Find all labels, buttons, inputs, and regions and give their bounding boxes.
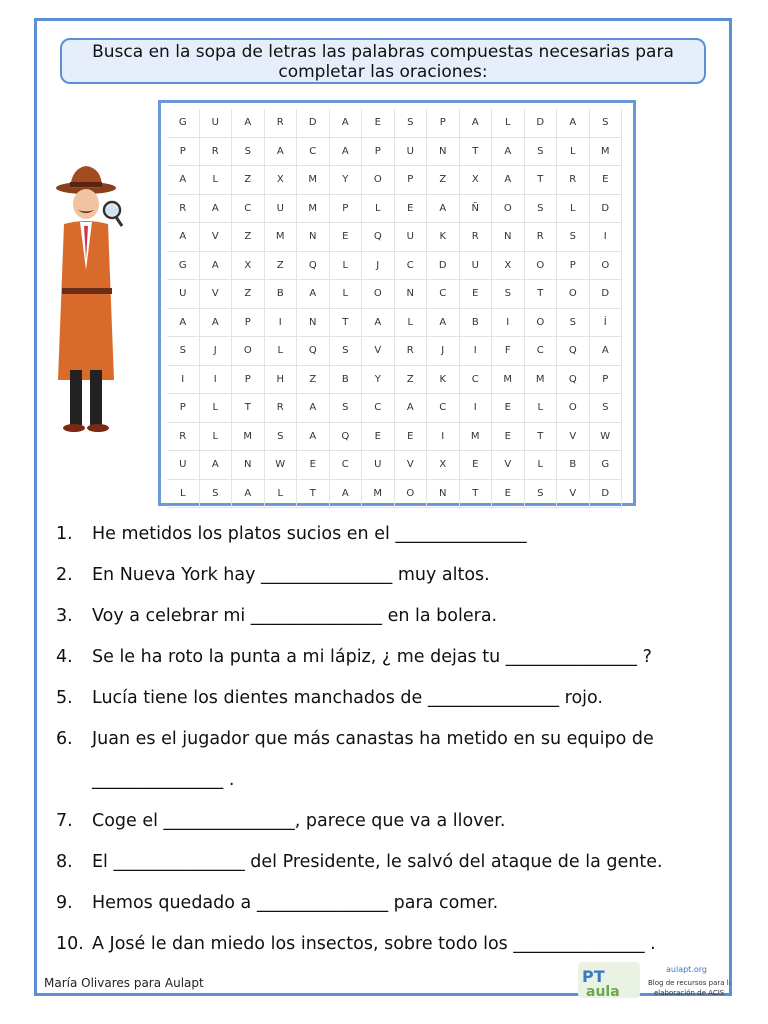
grid-cell: P [590,366,623,395]
sentence-text: Lucía tiene los dientes manchados de _______________ rojo. [92,688,603,708]
grid-cell: U [265,195,298,224]
grid-cell: P [232,366,265,395]
grid-cell: O [362,166,395,195]
grid-cell: C [297,138,330,167]
grid-cell: L [330,280,363,309]
grid-cell: A [330,480,363,509]
footer-credit: María Olivares para Aulapt [44,976,204,990]
grid-cell: A [362,309,395,338]
grid-cell: C [427,394,460,423]
grid-cell: V [395,451,428,480]
grid-cell: P [167,394,200,423]
grid-cell: G [590,451,623,480]
grid-cell: A [395,394,428,423]
grid-cell: I [167,366,200,395]
grid-cell: T [330,309,363,338]
grid-cell: C [395,252,428,281]
grid-cell: J [200,337,233,366]
logo-site: aulapt.org [666,965,707,974]
grid-cell: L [362,195,395,224]
grid-cell: Z [395,366,428,395]
grid-cell: A [167,309,200,338]
grid-cell: J [362,252,395,281]
sentence-number: 6. [56,729,73,749]
grid-cell: A [200,309,233,338]
grid-cell: L [265,480,298,509]
grid-cell: E [590,166,623,195]
grid-cell: V [362,337,395,366]
word-search-grid [167,109,622,508]
grid-cell: S [167,337,200,366]
grid-cell: L [265,337,298,366]
grid-cell: A [200,451,233,480]
grid-cell: T [525,166,558,195]
grid-cell: Q [297,252,330,281]
grid-cell: C [362,394,395,423]
grid-cell: A [232,109,265,138]
grid-cell: A [427,195,460,224]
grid-cell: X [232,252,265,281]
grid-cell: U [460,252,493,281]
grid-cell: P [232,309,265,338]
sentence-item [56,729,654,749]
grid-cell: X [492,252,525,281]
grid-cell: C [427,280,460,309]
grid-cell: S [330,394,363,423]
grid-cell: G [167,252,200,281]
grid-cell: E [330,223,363,252]
word-search-frame [158,100,636,506]
grid-cell: L [557,195,590,224]
grid-cell: E [362,109,395,138]
grid-cell: A [297,423,330,452]
grid-cell: S [232,138,265,167]
grid-cell: S [265,423,298,452]
grid-cell: V [200,223,233,252]
grid-cell: K [427,223,460,252]
grid-cell: S [557,223,590,252]
grid-cell: T [525,423,558,452]
grid-cell: N [297,309,330,338]
sentence-text: He metidos los platos sucios en el _______________ [92,524,527,544]
sentence-number: 5. [56,688,73,708]
grid-cell: N [395,280,428,309]
grid-cell: M [297,195,330,224]
sentence-item [56,811,505,831]
grid-cell: Q [557,337,590,366]
grid-cell: D [297,109,330,138]
grid-cell: I [590,223,623,252]
grid-cell: A [200,252,233,281]
grid-cell: R [200,138,233,167]
grid-cell: U [167,451,200,480]
grid-cell: D [590,195,623,224]
svg-text:PT: PT [582,967,605,986]
grid-cell: M [362,480,395,509]
grid-cell: A [200,195,233,224]
grid-cell: L [167,480,200,509]
grid-cell: N [427,480,460,509]
grid-cell: P [167,138,200,167]
grid-cell: A [297,394,330,423]
grid-cell: I [492,309,525,338]
logo-tagline-2: elaboración de ACIS [654,989,725,997]
grid-cell: I [265,309,298,338]
grid-cell: L [525,394,558,423]
grid-cell: Ñ [460,195,493,224]
grid-cell: Z [232,280,265,309]
grid-cell: A [265,138,298,167]
sentence-number: 3. [56,606,73,626]
grid-cell: L [557,138,590,167]
instructions-box [60,38,706,84]
grid-cell: A [557,109,590,138]
grid-cell: A [460,109,493,138]
grid-cell: E [492,394,525,423]
sentence-item [56,934,656,954]
grid-cell: R [557,166,590,195]
sentence-text: Se le ha roto la punta a mi lápiz, ¿ me dejas tu _______________ ? [92,647,652,667]
grid-cell: N [297,223,330,252]
grid-cell: P [557,252,590,281]
grid-cell: A [167,223,200,252]
sentence-item [56,852,663,872]
grid-cell: J [427,337,460,366]
grid-cell: B [460,309,493,338]
grid-cell: L [330,252,363,281]
grid-cell: M [590,138,623,167]
grid-cell: O [557,280,590,309]
sentence-item [56,770,234,790]
grid-cell: U [167,280,200,309]
grid-cell: D [590,480,623,509]
grid-cell: Q [330,423,363,452]
grid-cell: P [395,166,428,195]
grid-cell: Y [330,166,363,195]
aulapt-logo-icon [578,960,730,1000]
grid-cell: P [362,138,395,167]
grid-cell: M [232,423,265,452]
grid-cell: Z [232,166,265,195]
sentence-item [56,524,527,544]
sentence-text: En Nueva York hay _______________ muy altos. [92,565,490,585]
grid-cell: B [265,280,298,309]
grid-cell: E [460,280,493,309]
grid-cell: T [460,480,493,509]
grid-cell: S [330,337,363,366]
grid-cell: C [460,366,493,395]
grid-cell: R [460,223,493,252]
grid-cell: P [427,109,460,138]
grid-cell: O [232,337,265,366]
grid-cell: D [525,109,558,138]
grid-cell: O [492,195,525,224]
grid-cell: A [492,138,525,167]
grid-cell: I [460,337,493,366]
grid-cell: Q [557,366,590,395]
grid-cell: Z [427,166,460,195]
grid-cell: U [362,451,395,480]
grid-cell: E [460,451,493,480]
sentence-number: 7. [56,811,73,831]
grid-cell: H [265,366,298,395]
grid-cell: L [200,394,233,423]
aulapt-logo [578,960,730,1000]
grid-cell: K [427,366,460,395]
grid-cell: L [200,423,233,452]
grid-cell: N [232,451,265,480]
sentence-number: 9. [56,893,73,913]
grid-cell: G [167,109,200,138]
grid-cell: E [492,423,525,452]
sentence-number: 4. [56,647,73,667]
grid-cell: A [330,109,363,138]
sentence-text: Voy a celebrar mi _______________ en la bolera. [92,606,498,626]
grid-cell: N [492,223,525,252]
sentence-number: 10. [56,934,84,954]
grid-cell: Z [232,223,265,252]
grid-cell: R [265,394,298,423]
grid-cell: Z [265,252,298,281]
grid-cell: V [557,423,590,452]
grid-cell: V [200,280,233,309]
grid-cell: F [492,337,525,366]
grid-cell: Í [590,309,623,338]
grid-cell: I [427,423,460,452]
grid-cell: O [525,309,558,338]
grid-cell: M [460,423,493,452]
sentence-item [56,688,603,708]
grid-cell: O [557,394,590,423]
instructions-text: Busca en la sopa de letras las palabras compuestas necesarias para completar las oraciones: [92,42,674,82]
grid-cell: S [525,138,558,167]
grid-cell: X [460,166,493,195]
grid-cell: E [362,423,395,452]
grid-cell: P [330,195,363,224]
grid-cell: L [492,109,525,138]
grid-cell: W [590,423,623,452]
grid-cell: O [362,280,395,309]
grid-cell: S [395,109,428,138]
grid-cell: U [395,223,428,252]
grid-cell: A [492,166,525,195]
svg-text:aula: aula [586,984,620,1000]
grid-cell: R [167,423,200,452]
grid-cell: T [460,138,493,167]
grid-cell: R [167,195,200,224]
grid-cell: Y [362,366,395,395]
sentence-text: _______________ . [92,770,235,790]
grid-cell: T [232,394,265,423]
grid-cell: O [395,480,428,509]
detective-illustration [50,160,150,440]
grid-cell: O [525,252,558,281]
grid-cell: A [167,166,200,195]
grid-cell: L [200,166,233,195]
grid-cell: S [525,480,558,509]
sentence-number: 2. [56,565,73,585]
grid-cell: L [525,451,558,480]
grid-cell: E [297,451,330,480]
grid-cell: W [265,451,298,480]
sentence-number: 8. [56,852,73,872]
grid-cell: E [395,423,428,452]
sentence-text: El _______________ del Presidente, le salvó del ataque de la gente. [92,852,663,872]
grid-cell: B [557,451,590,480]
grid-cell: I [460,394,493,423]
logo-tagline-1: Blog de recursos para la [648,979,730,987]
grid-cell: V [492,451,525,480]
sentence-text: Coge el _______________, parece que va a llover. [92,811,506,831]
grid-cell: O [590,252,623,281]
grid-cell: N [427,138,460,167]
sentence-text: A José le dan miedo los insectos, sobre todo los _______________ . [92,934,656,954]
grid-cell: C [330,451,363,480]
grid-cell: R [395,337,428,366]
grid-cell: M [525,366,558,395]
grid-cell: E [395,195,428,224]
grid-cell: A [427,309,460,338]
sentence-item [56,893,498,913]
grid-cell: T [525,280,558,309]
grid-cell: L [395,309,428,338]
grid-cell: E [492,480,525,509]
sentence-item [56,606,497,626]
grid-cell: U [200,109,233,138]
grid-cell: X [427,451,460,480]
grid-cell: V [557,480,590,509]
grid-cell: D [590,280,623,309]
grid-cell: I [200,366,233,395]
grid-cell: S [590,109,623,138]
grid-cell: M [492,366,525,395]
grid-cell: A [330,138,363,167]
grid-cell: S [492,280,525,309]
grid-cell: R [265,109,298,138]
grid-cell: S [557,309,590,338]
grid-cell: T [297,480,330,509]
grid-cell: R [525,223,558,252]
grid-cell: U [395,138,428,167]
grid-cell: X [265,166,298,195]
sentence-text: Hemos quedado a _______________ para comer. [92,893,499,913]
sentence-text: Juan es el jugador que más canastas ha metido en su equipo de [92,729,654,749]
grid-cell: S [525,195,558,224]
grid-cell: C [525,337,558,366]
grid-cell: S [200,480,233,509]
grid-cell: C [232,195,265,224]
grid-cell: B [330,366,363,395]
sentence-number: 1. [56,524,73,544]
sentence-item [56,647,652,667]
grid-cell: M [297,166,330,195]
grid-cell: A [297,280,330,309]
grid-cell: Z [297,366,330,395]
grid-cell: Q [362,223,395,252]
grid-cell: A [232,480,265,509]
grid-cell: Q [297,337,330,366]
grid-cell: A [590,337,623,366]
sentence-item [56,565,490,585]
grid-cell: S [590,394,623,423]
grid-cell: M [265,223,298,252]
grid-cell: D [427,252,460,281]
